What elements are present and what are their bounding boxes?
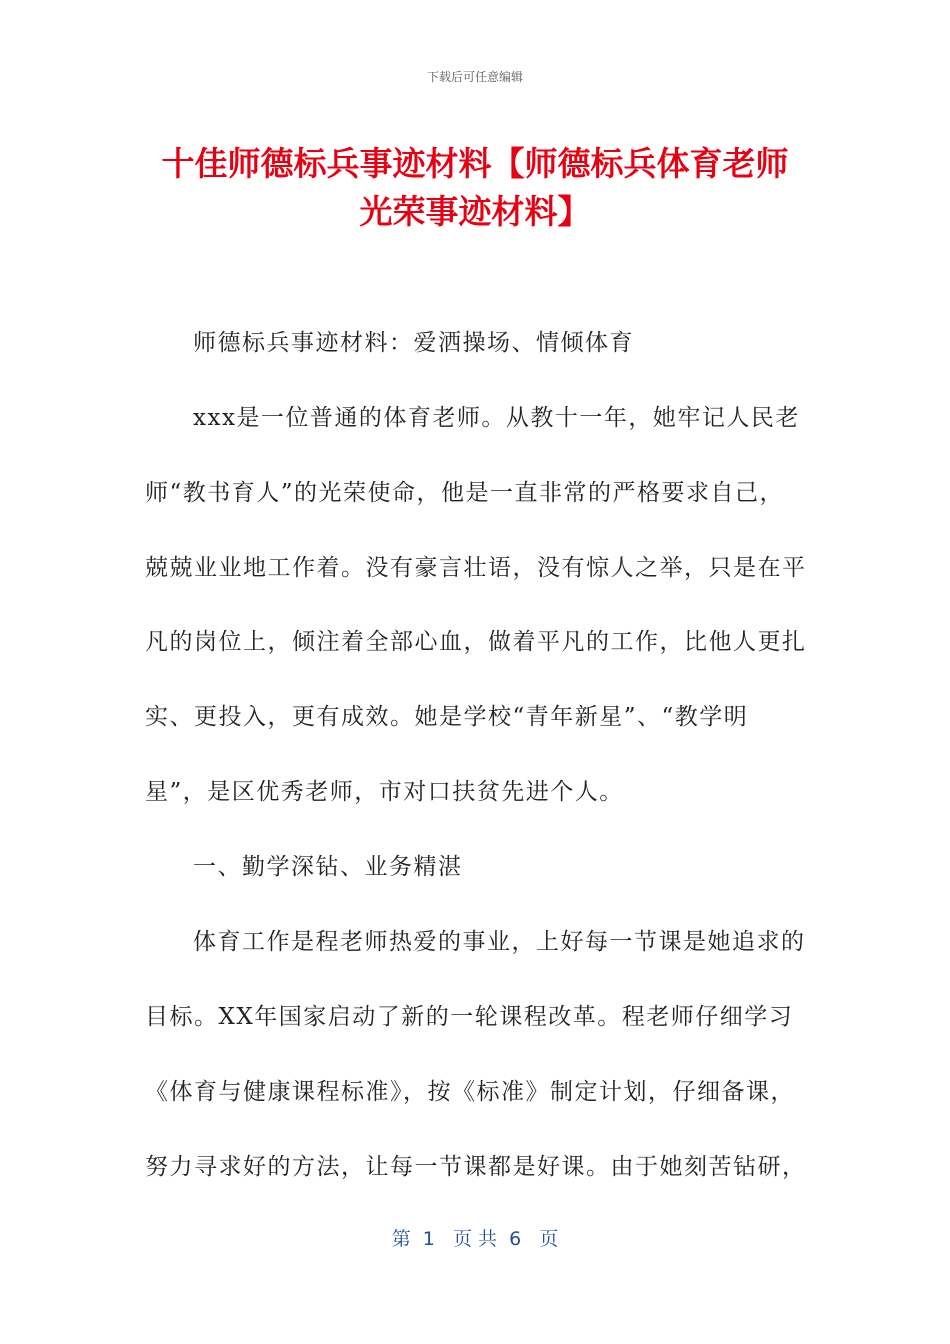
- paragraph-line: 《体育与健康课程标准》，按《标准》制定计划，仔细备课，: [145, 1079, 795, 1105]
- title-line-2: 光荣事迹材料】: [359, 192, 591, 231]
- paragraph-line: xxx是一位普通的体育老师。从教十一年，她牢记人民老: [193, 405, 800, 431]
- paragraph-line: 星”，是区优秀老师，市对口扶贫先进个人。: [145, 779, 624, 805]
- paragraph-line: 凡的岗位上，倾注着全部心血，做着平凡的工作，比他人更扎: [145, 629, 807, 655]
- page-number-footer: 第 1 页 共 6 页: [391, 1228, 559, 1250]
- section-subtitle: 师德标兵事迹材料：爱洒操场、情倾体育: [193, 330, 634, 356]
- section-heading: 一、勤学深钻、业务精湛: [193, 854, 463, 880]
- document-title: [120, 140, 830, 236]
- title-line-1: 十佳师德标兵事迹材料【师德标兵体育老师: [161, 144, 789, 183]
- paragraph-line: 体育工作是程老师热爱的事业，上好每一节课是她追求的: [193, 929, 806, 955]
- paragraph-line: 兢兢业业地工作着。没有豪言壮语，没有惊人之举，只是在平: [145, 555, 807, 581]
- paragraph-line: 实、更投入，更有成效。她是学校“青年新星”、“教学明: [145, 704, 749, 730]
- page-header-note: 下载后可任意编辑: [426, 70, 523, 84]
- paragraph-line: 努力寻求好的方法，让每一节课都是好课。由于她刻苦钻研，: [145, 1154, 807, 1180]
- paragraph-line: 目标。XX年国家启动了新的一轮课程改革。程老师仔细学习: [145, 1004, 794, 1030]
- paragraph-line: 师“教书育人”的光荣使命，他是一直非常的严格要求自己，: [145, 480, 785, 506]
